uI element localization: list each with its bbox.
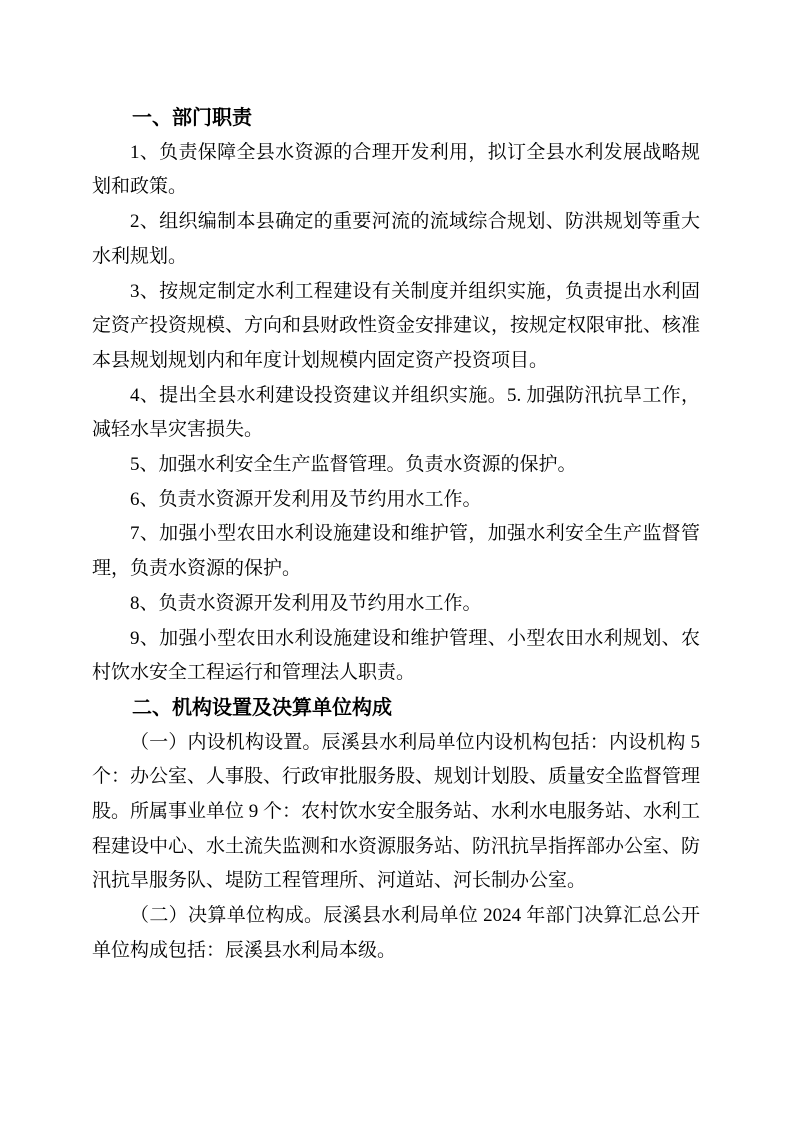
- section-1-paragraph-8: 8、负责水资源开发利用及节约用水工作。: [130, 592, 482, 614]
- section-1-paragraph-4: 4、提出全县水利建设投资建议并组织实施。5. 加强防汛抗旱工作，减轻水旱灾害损失。: [92, 384, 700, 441]
- section-2-paragraph-1: （一）内设机构设置。辰溪县水利局单位内设机构包括：内设机构 5 个：办公室、人事股、行政审批服务股、规划计划股、质量安全监督管理股。所属事业单位 9 个：农村饮水安全服务站、水利水电服务站、水利工程建设中心、水土流失监测和水资源服务站、防汛抗旱指挥部办公室、防汛抗旱服务队、堤防工程管理所、河道站、河长制办公室。: [92, 731, 701, 892]
- section-2-heading: 二、机构设置及决算单位构成: [132, 696, 392, 719]
- section-1-paragraph-3: 3、按规定制定水利工程建设有关制度并组织实施，负责提出水利固定资产投资规模、方向和县财政性资金安排建议，按规定权限审批、核准本县规划规划内和年度计划规模内固定资产投资项目。: [92, 280, 701, 371]
- section-1-paragraph-1: 1、负责保障全县水资源的合理开发利用，拟订全县水利发展战略规划和政策。: [92, 141, 700, 198]
- section-1-paragraph-7: 7、加强小型农田水利设施建设和维护管，加强水利安全生产监督管理，负责水资源的保护。: [92, 523, 700, 580]
- section-1-paragraph-9: 9、加强小型农田水利设施建设和维护管理、小型农田水利规划、农村饮水安全工程运行和管理法人职责。: [92, 627, 700, 684]
- section-1-paragraph-5: 5、加强水利安全生产监督管理。负责水资源的保护。: [130, 454, 577, 476]
- section-2-paragraph-2: （二）决算单位构成。辰溪县水利局单位 2024 年部门决算汇总公开单位构成包括：辰溪县水利局本级。: [92, 905, 700, 961]
- section-1-heading: 一、部门职责: [132, 107, 252, 129]
- section-1-paragraph-6: 6、负责水资源开发利用及节约用水工作。: [130, 488, 482, 510]
- section-1-paragraph-2: 2、组织编制本县确定的重要河流的流域综合规划、防洪规划等重大水利规划。: [92, 211, 700, 267]
